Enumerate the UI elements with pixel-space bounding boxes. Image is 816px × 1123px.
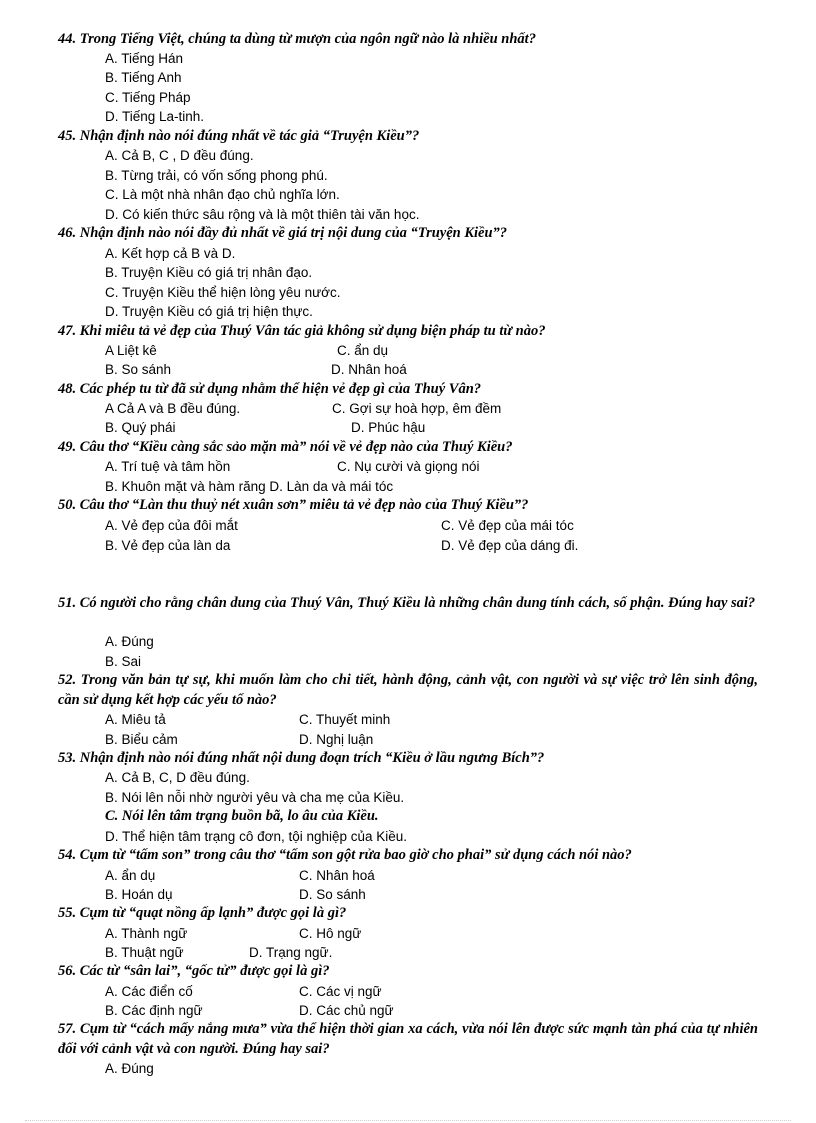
question-49: 49. Câu thơ “Kiều càng sắc sảo mặn mà” nói về vẻ đẹp nào của Thuý Kiều? <box>58 439 513 455</box>
q50-option-a: A. Vẻ đẹp của đôi mắt <box>105 518 238 533</box>
q52-option-d: D. Nghị luận <box>299 732 374 747</box>
q56-option-b: B. Các định ngữ <box>105 1003 203 1018</box>
q50-option-b: B. Vẻ đẹp của làn da <box>105 538 231 553</box>
q47-option-b: B. So sánh <box>105 362 172 377</box>
q44-option-a: A. Tiếng Hán <box>105 51 184 66</box>
question-53: 53. Nhận định nào nói đúng nhất nội dung đoạn trích “Kiều ở lầu ngưng Bích”? <box>58 750 545 766</box>
q48-option-a: A Cả A và B đều đúng. <box>105 401 241 416</box>
q56-option-c: C. Các vị ngữ <box>299 984 382 999</box>
q55-option-c: C. Hô ngữ <box>299 926 362 941</box>
q47-option-d: D. Nhân hoá <box>331 362 407 377</box>
q45-option-c: C. Là một nhà nhân đạo chủ nghĩa lớn. <box>105 187 340 202</box>
question-46: 46. Nhận định nào nói đầy đủ nhất về giá trị nội dung của “Truyện Kiều”? <box>58 225 508 241</box>
q47-option-a: A Liệt kê <box>105 343 157 358</box>
q46-option-a: A. Kết hợp cả B và D. <box>105 246 236 261</box>
q56-option-a: A. Các điển cố <box>105 984 193 999</box>
q50-option-d: D. Vẻ đẹp của dáng đi. <box>441 538 579 553</box>
question-50: 50. Câu thơ “Làn thu thuỷ nét xuân sơn” miêu tả vẻ đẹp nào của Thuý Kiều”? <box>58 497 529 513</box>
question-48: 48. Các phép tu từ đã sử dụng nhằm thể hiện vẻ đẹp gì của Thuý Vân? <box>58 381 482 397</box>
question-45: 45. Nhận định nào nói đúng nhất về tác giả “Truyện Kiều”? <box>58 128 420 144</box>
q44-option-c: C. Tiếng Pháp <box>105 90 191 105</box>
q57-option-a: A. Đúng <box>105 1061 154 1076</box>
q53-option-b: B. Nói lên nỗi nhờ người yêu và cha mẹ của Kiều. <box>105 790 405 805</box>
question-57: 57. Cụm từ “cách mấy nắng mưa” vừa thể hiện thời gian xa cách, vừa nói lên được sức mạnh tàn phá của tự nhiên đối với cảnh vật và con người. Đúng hay sai? <box>58 1021 758 1057</box>
q44-option-b: B. Tiếng Anh <box>105 70 182 85</box>
q48-option-b: B. Quý phái <box>105 420 176 435</box>
q49-option-c: C. Nụ cười và giọng nói <box>337 459 480 474</box>
q45-option-a: A. Cả B, C , D đều đúng. <box>105 148 254 163</box>
q45-option-d: D. Có kiến thức sâu rộng và là một thiên tài văn học. <box>105 207 420 222</box>
question-51: 51. Có người cho rằng chân dung của Thuý Vân, Thuý Kiều là những chân dung tính cách, số phận. Đúng hay sai? <box>58 595 756 611</box>
q47-option-c: C. ẩn dụ <box>337 343 389 358</box>
q53-option-c: C. Nói lên tâm trạng buồn bã, lo âu của Kiều. <box>105 808 379 824</box>
question-55: 55. Cụm từ “quạt nồng ấp lạnh” được gọi là gì? <box>58 905 347 921</box>
q46-option-d: D. Truyện Kiều có giá trị hiện thực. <box>105 304 313 319</box>
q51-option-a: A. Đúng <box>105 634 154 649</box>
q52-option-c: C. Thuyết minh <box>299 712 391 727</box>
question-47: 47. Khi miêu tả vẻ đẹp của Thuý Vân tác giả không sử dụng biện pháp tu từ nào? <box>58 323 546 339</box>
q54-option-a: A. ẩn dụ <box>105 868 156 883</box>
q55-option-d: D. Trạng ngữ. <box>249 945 333 960</box>
q52-option-b: B. Biểu cảm <box>105 732 178 747</box>
question-54: 54. Cụm từ “tấm son” trong câu thơ “tấm son gột rửa bao giờ cho phai” sử dụng cách nói nào? <box>58 847 632 863</box>
q54-option-c: C. Nhân hoá <box>299 868 375 883</box>
page-bottom-divider <box>25 1120 791 1121</box>
q49-option-b-d: B. Khuôn mặt và hàm răng D. Làn da và mái tóc <box>105 479 394 494</box>
q49-option-a: A. Trí tuệ và tâm hồn <box>105 459 231 474</box>
q46-option-b: B. Truyện Kiều có giá trị nhân đạo. <box>105 265 313 280</box>
q55-option-a: A. Thành ngữ <box>105 926 188 941</box>
q44-option-d: D. Tiếng La-tinh. <box>105 109 205 124</box>
q52-option-a: A. Miêu tả <box>105 712 166 727</box>
q55-option-b: B. Thuật ngữ <box>105 945 184 960</box>
q48-option-d: D. Phúc hậu <box>351 420 426 435</box>
q46-option-c: C. Truyện Kiều thể hiện lòng yêu nước. <box>105 285 341 300</box>
q56-option-d: D. Các chủ ngữ <box>299 1003 394 1018</box>
q54-option-d: D. So sánh <box>299 887 366 902</box>
question-44: 44. Trong Tiếng Việt, chúng ta dùng từ mượn của ngôn ngữ nào là nhiều nhất? <box>58 31 536 47</box>
q48-option-c: C. Gợi sự hoà hợp, êm đềm <box>332 401 502 416</box>
q51-option-b: B. Sai <box>105 654 142 669</box>
question-56: 56. Các từ “sân lai”, “gốc tử” được gọi là gì? <box>58 963 330 979</box>
q45-option-b: B. Từng trải, có vốn sống phong phú. <box>105 168 328 183</box>
q50-option-c: C. Vẻ đẹp của mái tóc <box>441 518 574 533</box>
q54-option-b: B. Hoán dụ <box>105 887 173 902</box>
q53-option-a: A. Cả B, C, D đều đúng. <box>105 770 250 785</box>
question-52: 52. Trong văn bản tự sự, khi muốn làm cho chi tiết, hành động, cảnh vật, con người và sự việc trở lên sinh động, cần sử dụng kết hợp các yếu tố nào? <box>58 672 758 708</box>
q53-option-d: D. Thể hiện tâm trạng cô đơn, tội nghiệp của Kiều. <box>105 829 408 844</box>
